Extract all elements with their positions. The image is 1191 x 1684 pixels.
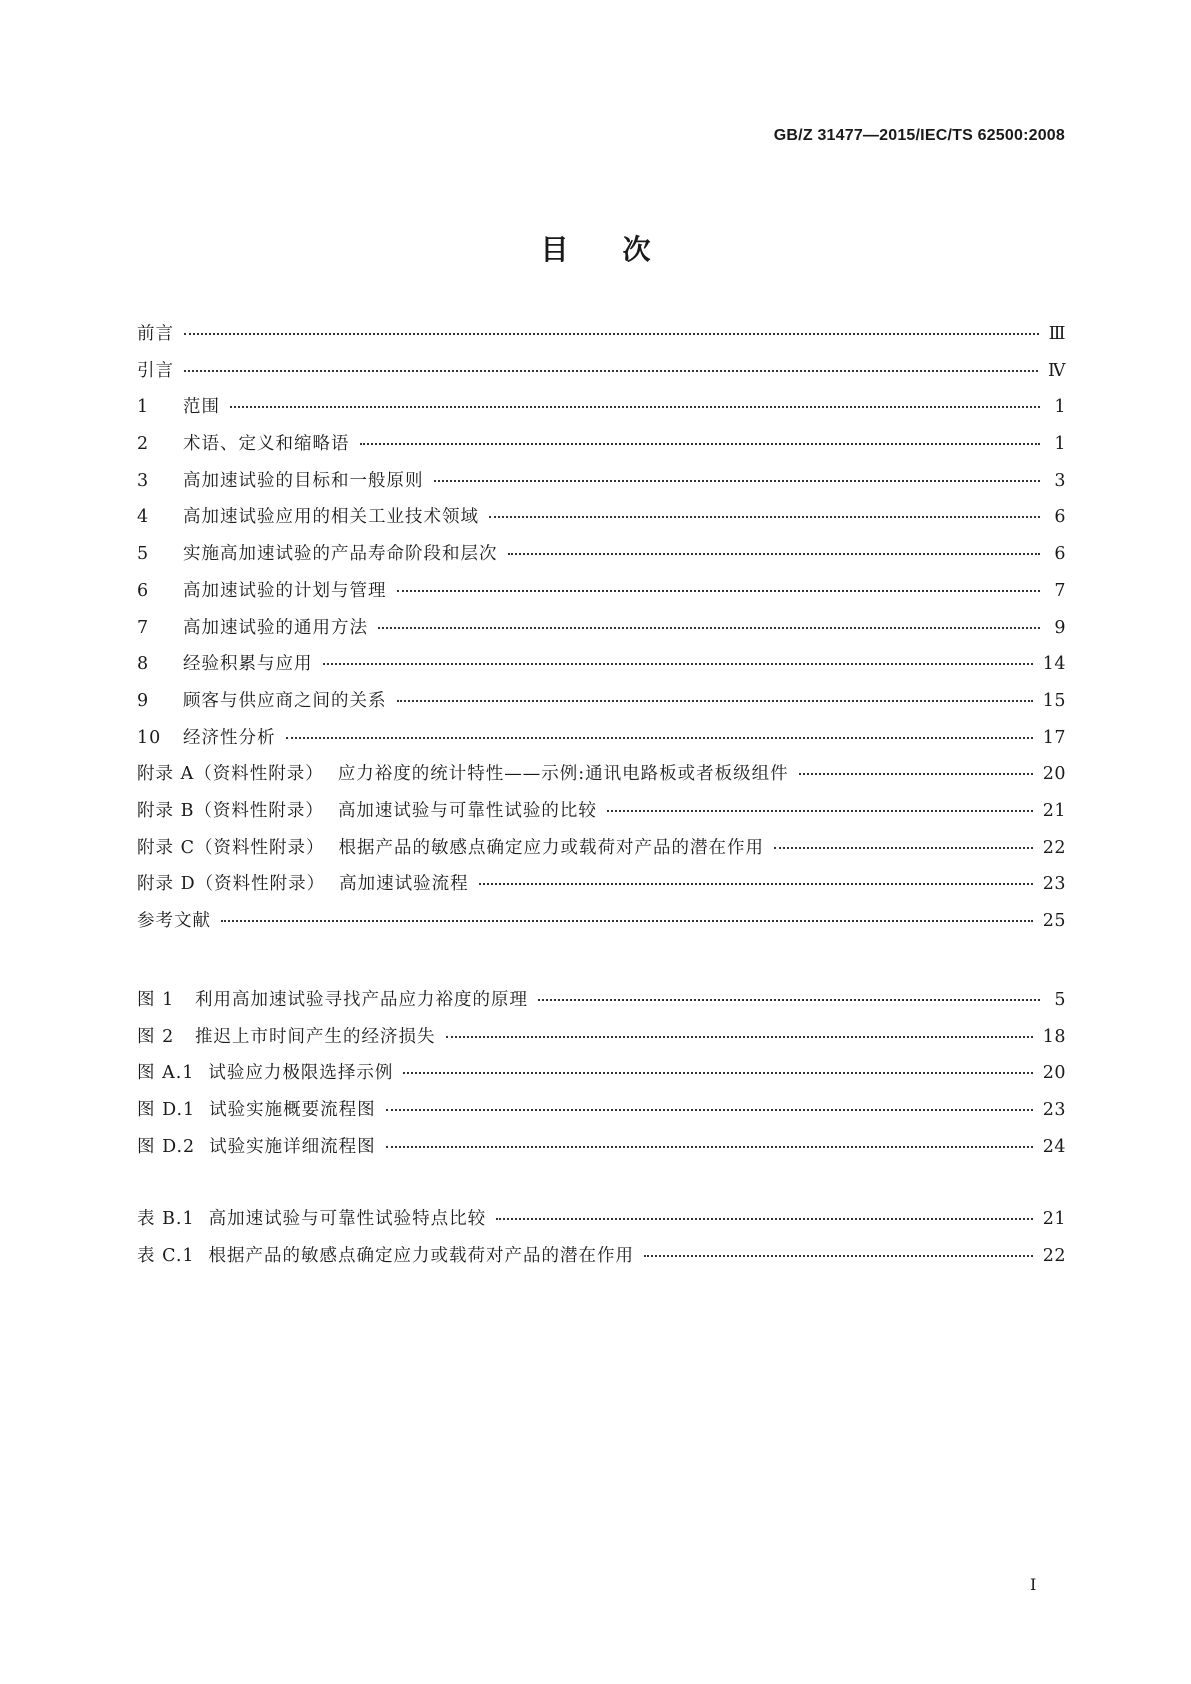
- toc-entry-label: 高加速试验与可靠性试验的比较: [337, 800, 597, 821]
- dot-leader: [446, 1036, 1033, 1038]
- standard-code: GB/Z 31477—2015/IEC/TS 62500:2008: [773, 127, 1065, 144]
- dot-leader: [184, 370, 1038, 372]
- toc-entry-label: 高加速试验流程: [339, 874, 469, 895]
- dot-leader: [479, 883, 1033, 885]
- toc-entry[interactable]: [137, 760, 1066, 797]
- toc-entry-label: 高加速试验与可靠性试验特点比较: [208, 1209, 487, 1229]
- toc-entry-page: 20: [1042, 1063, 1066, 1084]
- toc-entry[interactable]: [137, 986, 1066, 1023]
- dot-leader: [286, 737, 1033, 739]
- toc-entry[interactable]: [137, 467, 1066, 504]
- toc-entry-label: 范围: [183, 397, 220, 418]
- dot-leader: [221, 920, 1033, 922]
- toc-entry-page: 14: [1042, 654, 1066, 675]
- toc-entry-page: 1: [1054, 397, 1066, 418]
- toc-entry-number: 图 A.1: [137, 1063, 195, 1084]
- toc-entry-label: 推迟上市时间产生的经济损失: [195, 1026, 436, 1047]
- toc-entry-number: 图 1: [137, 990, 175, 1010]
- toc-entry[interactable]: [137, 907, 1066, 944]
- dot-leader: [397, 700, 1033, 702]
- dot-leader: [607, 810, 1033, 812]
- toc-entry-page: 23: [1042, 1100, 1066, 1121]
- dot-leader: [386, 1146, 1033, 1148]
- toc-entry[interactable]: [137, 577, 1066, 614]
- toc-entry-page: 1: [1054, 434, 1066, 455]
- toc-entry-number: 8: [137, 654, 150, 675]
- dot-leader: [184, 333, 1039, 335]
- toc-entry[interactable]: [137, 1023, 1066, 1060]
- toc-entry-page: 17: [1042, 727, 1066, 748]
- toc-entry-number: 图 2: [137, 1026, 175, 1047]
- toc-entry-label: 高加速试验应用的相关工业技术领域: [183, 507, 479, 528]
- toc-entry-page: 7: [1054, 580, 1066, 601]
- toc-entry-number: 表 B.1: [137, 1209, 195, 1229]
- toc-entry-number: 7: [137, 617, 150, 638]
- toc-entry-number: 图 D.1: [137, 1100, 196, 1121]
- toc-entry[interactable]: [137, 430, 1066, 467]
- toc-entry-number: 6: [137, 580, 150, 601]
- page-title: 目次: [540, 233, 705, 266]
- toc-entry-page: Ⅳ: [1048, 360, 1066, 381]
- toc-entry-label: 根据产品的敏感点确定应力或载荷对产品的潜在作用: [208, 1245, 635, 1266]
- toc-entry-number: 附录 A（资料性附录）: [137, 764, 324, 785]
- toc-entry-page: 22: [1042, 1245, 1066, 1266]
- toc-entry-number: 附录 B（资料性附录）: [137, 800, 324, 821]
- toc-entry[interactable]: [137, 540, 1066, 577]
- toc-entry[interactable]: [137, 724, 1066, 761]
- toc-entry-label: 利用高加速试验寻找产品应力裕度的原理: [195, 990, 528, 1010]
- toc-entry-page: 25: [1042, 911, 1066, 931]
- toc-entry-label: 应力裕度的统计特性——示例:通讯电路板或者板级组件: [337, 764, 789, 785]
- toc-tables: [137, 1205, 1066, 1278]
- toc-entry-label: 前言: [137, 324, 174, 344]
- toc-entry-number: 2: [137, 434, 150, 455]
- toc-entry-label: 实施高加速试验的产品寿命阶段和层次: [183, 544, 498, 565]
- toc-entry[interactable]: [137, 1059, 1066, 1096]
- dot-leader: [489, 516, 1040, 518]
- toc-entry[interactable]: [137, 614, 1066, 651]
- toc-entry[interactable]: [137, 687, 1066, 724]
- toc-entry-label: 高加速试验的计划与管理: [183, 580, 387, 601]
- dot-leader: [378, 627, 1040, 629]
- toc-entry-number: 表 C.1: [137, 1245, 195, 1266]
- toc-entry[interactable]: [137, 1133, 1066, 1170]
- toc-entry-page: 18: [1042, 1026, 1066, 1047]
- dot-leader: [774, 847, 1033, 849]
- page-number: I: [1030, 1575, 1037, 1594]
- toc-entry-number: 10: [137, 727, 162, 748]
- toc-entry-page: 23: [1042, 874, 1066, 895]
- toc-entry-label: 高加速试验的通用方法: [183, 617, 368, 638]
- toc-entry[interactable]: [137, 393, 1066, 430]
- toc-entry-label: 顾客与供应商之间的关系: [183, 690, 387, 711]
- toc-entry-label: 经济性分析: [183, 727, 276, 748]
- toc-entry-page: 15: [1042, 690, 1066, 711]
- toc-entry[interactable]: [137, 1096, 1066, 1133]
- toc-entry-label: 参考文献: [137, 911, 211, 931]
- toc-figures: [137, 986, 1066, 1169]
- toc-entry-number: 图 D.2: [137, 1136, 196, 1157]
- dot-leader: [403, 1072, 1032, 1074]
- dot-leader: [323, 663, 1033, 665]
- toc-entry-number: 附录 D（资料性附录）: [137, 874, 326, 895]
- toc-entry-label: 试验实施详细流程图: [209, 1136, 376, 1157]
- toc-entry[interactable]: [137, 1242, 1066, 1279]
- toc-entry[interactable]: [137, 1205, 1066, 1242]
- toc-entry[interactable]: [137, 650, 1066, 687]
- toc-entry-number: 附录 C（资料性附录）: [137, 837, 325, 858]
- toc-entry-label: 试验实施概要流程图: [209, 1100, 376, 1121]
- dot-leader: [538, 999, 1040, 1001]
- dot-leader: [434, 480, 1041, 482]
- toc-entry-label: 试验应力极限选择示例: [208, 1063, 394, 1084]
- dot-leader: [799, 773, 1033, 775]
- toc-entry[interactable]: [137, 357, 1066, 394]
- dot-leader: [360, 443, 1041, 445]
- dot-leader: [496, 1218, 1033, 1220]
- dot-leader: [386, 1109, 1033, 1111]
- toc-entry[interactable]: [137, 797, 1066, 834]
- toc-entry-number: 4: [137, 507, 150, 528]
- toc-entry-page: 24: [1042, 1136, 1066, 1157]
- toc-entry-number: 5: [137, 544, 150, 565]
- dot-leader: [230, 406, 1040, 408]
- toc-entry-label: 术语、定义和缩略语: [183, 434, 350, 455]
- toc-entry-page: 20: [1042, 764, 1066, 785]
- toc-entry-number: 9: [137, 690, 150, 711]
- toc-entry-label: 经验积累与应用: [183, 654, 313, 675]
- toc-entry-label: 根据产品的敏感点确定应力或载荷对产品的潜在作用: [338, 837, 764, 858]
- toc-entry[interactable]: [137, 870, 1066, 907]
- toc-entry-label: 高加速试验的目标和一般原则: [183, 470, 424, 491]
- toc-entry-page: 21: [1042, 800, 1066, 821]
- toc-entry[interactable]: [137, 834, 1066, 871]
- dot-leader: [397, 590, 1041, 592]
- toc-main: [137, 320, 1066, 944]
- toc-entry-page: 5: [1054, 990, 1066, 1010]
- toc-entry[interactable]: [137, 320, 1066, 357]
- toc-entry-label: 引言: [137, 360, 174, 381]
- toc-entry-number: 3: [137, 470, 150, 491]
- toc-entry-number: 1: [137, 397, 150, 418]
- toc-entry-page: 22: [1042, 837, 1066, 858]
- toc-entry-page: 3: [1054, 470, 1066, 491]
- dot-leader: [508, 553, 1041, 555]
- toc-entry[interactable]: [137, 503, 1066, 540]
- toc-entry-page: 21: [1042, 1209, 1066, 1229]
- toc-entry-page: 6: [1054, 507, 1066, 528]
- toc-entry-page: 9: [1054, 617, 1066, 638]
- toc-entry-page: 6: [1054, 544, 1066, 565]
- toc-entry-page: Ⅲ: [1048, 324, 1066, 344]
- dot-leader: [644, 1255, 1033, 1257]
